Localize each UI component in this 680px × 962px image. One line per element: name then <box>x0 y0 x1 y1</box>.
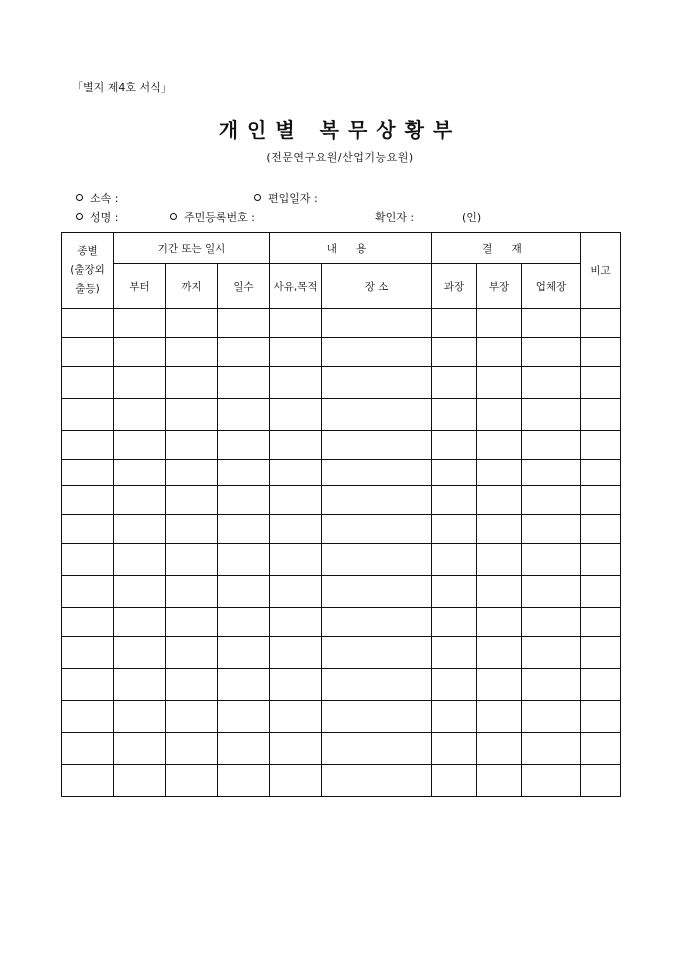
confirmer-label: 확인자 : <box>375 211 415 224</box>
table-cell[interactable] <box>322 576 432 608</box>
type-header-line1: 종별 <box>77 245 98 257</box>
table-cell[interactable] <box>432 460 477 486</box>
table-cell[interactable] <box>270 309 322 338</box>
table-cell[interactable] <box>581 733 621 765</box>
table-cell[interactable] <box>432 608 477 637</box>
table-row <box>62 669 621 701</box>
table-cell[interactable] <box>62 338 114 367</box>
table-cell[interactable] <box>477 765 522 797</box>
table-cell[interactable] <box>166 608 218 637</box>
table-cell[interactable] <box>581 637 621 669</box>
from-header: 부터 <box>114 264 166 309</box>
table-cell[interactable] <box>522 515 581 544</box>
table-cell[interactable] <box>522 486 581 515</box>
table-cell[interactable] <box>432 515 477 544</box>
table-cell[interactable] <box>432 733 477 765</box>
table-cell[interactable] <box>218 367 270 399</box>
table-row <box>62 733 621 765</box>
table-cell[interactable] <box>322 486 432 515</box>
table-cell[interactable] <box>322 765 432 797</box>
table-cell[interactable] <box>322 701 432 733</box>
table-cell[interactable] <box>114 460 166 486</box>
table-cell[interactable] <box>432 765 477 797</box>
table-cell[interactable] <box>477 515 522 544</box>
table-row <box>62 399 621 431</box>
page-title: 개인별 복무상황부 <box>218 118 462 142</box>
table-cell[interactable] <box>477 544 522 576</box>
table-cell[interactable] <box>270 733 322 765</box>
table-cell[interactable] <box>114 367 166 399</box>
table-cell[interactable] <box>432 486 477 515</box>
table-cell[interactable] <box>477 576 522 608</box>
table-cell[interactable] <box>270 701 322 733</box>
table-cell[interactable] <box>270 399 322 431</box>
table-cell[interactable] <box>581 544 621 576</box>
table-cell[interactable] <box>114 486 166 515</box>
table-cell[interactable] <box>477 399 522 431</box>
affiliation-field <box>76 190 118 206</box>
table-cell[interactable] <box>581 608 621 637</box>
table-cell[interactable] <box>522 367 581 399</box>
table-cell[interactable] <box>522 669 581 701</box>
table-cell[interactable] <box>166 637 218 669</box>
table-cell[interactable] <box>270 765 322 797</box>
table-cell[interactable] <box>62 544 114 576</box>
table-cell[interactable] <box>522 544 581 576</box>
table-cell[interactable] <box>218 309 270 338</box>
table-cell[interactable] <box>218 431 270 460</box>
table-row <box>62 338 621 367</box>
table-row <box>62 431 621 460</box>
remarks-header: 비고 <box>581 233 621 309</box>
table-cell[interactable] <box>166 701 218 733</box>
table-cell[interactable] <box>62 669 114 701</box>
type-header-line2: (출장외 <box>70 264 105 276</box>
table-cell[interactable] <box>218 637 270 669</box>
approval-header: 결 재 <box>432 233 581 264</box>
table-cell[interactable] <box>166 460 218 486</box>
table-cell[interactable] <box>166 309 218 338</box>
table-cell[interactable] <box>114 765 166 797</box>
type-header-line3: 출등) <box>75 283 100 295</box>
table-cell[interactable] <box>477 367 522 399</box>
table-cell[interactable] <box>62 765 114 797</box>
table-cell[interactable] <box>270 608 322 637</box>
table-cell[interactable] <box>270 515 322 544</box>
table-cell[interactable] <box>477 701 522 733</box>
table-row <box>62 460 621 486</box>
table-cell[interactable] <box>218 338 270 367</box>
bullet-circle-icon <box>254 194 261 201</box>
table-cell[interactable] <box>114 669 166 701</box>
table-cell[interactable] <box>322 669 432 701</box>
table-cell[interactable] <box>322 608 432 637</box>
table-cell[interactable] <box>270 338 322 367</box>
table-cell[interactable] <box>322 367 432 399</box>
table-cell[interactable] <box>477 637 522 669</box>
table-row <box>62 608 621 637</box>
table-cell[interactable] <box>62 309 114 338</box>
table-cell[interactable] <box>114 701 166 733</box>
table-cell[interactable] <box>432 399 477 431</box>
table-cell[interactable] <box>322 338 432 367</box>
table-cell[interactable] <box>477 309 522 338</box>
table-cell[interactable] <box>62 608 114 637</box>
table-cell[interactable] <box>322 399 432 431</box>
table-cell[interactable] <box>166 576 218 608</box>
table-cell[interactable] <box>322 637 432 669</box>
section-chief-header: 과장 <box>432 264 477 309</box>
table-cell[interactable] <box>432 431 477 460</box>
seal-field <box>462 209 481 225</box>
form-number: 「별지 제4호 서식」 <box>72 81 172 94</box>
table-cell[interactable] <box>114 399 166 431</box>
table-cell[interactable] <box>432 576 477 608</box>
table-cell[interactable] <box>270 486 322 515</box>
table-cell[interactable] <box>581 460 621 486</box>
to-header: 까지 <box>166 264 218 309</box>
table-cell[interactable] <box>166 367 218 399</box>
table-row <box>62 765 621 797</box>
table-cell[interactable] <box>477 431 522 460</box>
table-cell[interactable] <box>166 399 218 431</box>
table-cell[interactable] <box>114 431 166 460</box>
table-cell[interactable] <box>218 460 270 486</box>
table-cell[interactable] <box>522 637 581 669</box>
table-cell[interactable] <box>522 460 581 486</box>
table-cell[interactable] <box>166 765 218 797</box>
table-cell[interactable] <box>581 576 621 608</box>
table-cell[interactable] <box>432 309 477 338</box>
confirmer-field <box>375 209 414 225</box>
affiliation-label: 소속 : <box>90 192 119 205</box>
table-cell[interactable] <box>581 701 621 733</box>
table-cell[interactable] <box>581 399 621 431</box>
company-head-header: 업체장 <box>522 264 581 309</box>
table-cell[interactable] <box>522 765 581 797</box>
table-row <box>62 486 621 515</box>
table-row <box>62 637 621 669</box>
service-status-table <box>61 232 621 797</box>
table-cell[interactable] <box>62 733 114 765</box>
table-row <box>62 576 621 608</box>
table-cell[interactable] <box>166 733 218 765</box>
table-cell[interactable] <box>114 309 166 338</box>
type-header <box>62 233 114 309</box>
table-cell[interactable] <box>166 486 218 515</box>
table-cell[interactable] <box>62 460 114 486</box>
table-cell[interactable] <box>477 460 522 486</box>
table-cell[interactable] <box>581 515 621 544</box>
table-cell[interactable] <box>218 733 270 765</box>
table-body <box>62 309 621 797</box>
table-cell[interactable] <box>477 338 522 367</box>
table-cell[interactable] <box>270 669 322 701</box>
table-row <box>62 544 621 576</box>
table-cell[interactable] <box>477 608 522 637</box>
table-cell[interactable] <box>322 733 432 765</box>
table-cell[interactable] <box>218 765 270 797</box>
table-cell[interactable] <box>322 515 432 544</box>
table-cell[interactable] <box>218 608 270 637</box>
period-header: 기간 또는 일시 <box>114 233 270 264</box>
name-label: 성명 : <box>90 211 119 224</box>
table-cell[interactable] <box>166 544 218 576</box>
table-cell[interactable] <box>477 669 522 701</box>
table-cell[interactable] <box>522 431 581 460</box>
table-cell[interactable] <box>62 399 114 431</box>
table-cell[interactable] <box>62 576 114 608</box>
table-cell[interactable] <box>522 608 581 637</box>
table-cell[interactable] <box>218 669 270 701</box>
table-cell[interactable] <box>166 338 218 367</box>
resident-number-field <box>170 209 255 225</box>
table-cell[interactable] <box>218 576 270 608</box>
table-cell[interactable] <box>166 669 218 701</box>
resident-number-label: 주민등록번호 : <box>184 211 255 224</box>
table-row <box>62 701 621 733</box>
table-cell[interactable] <box>432 701 477 733</box>
table-cell[interactable] <box>322 544 432 576</box>
table-cell[interactable] <box>522 733 581 765</box>
table-cell[interactable] <box>114 576 166 608</box>
table-cell[interactable] <box>114 544 166 576</box>
table-cell[interactable] <box>432 544 477 576</box>
table-cell[interactable] <box>322 309 432 338</box>
table-cell[interactable] <box>218 544 270 576</box>
seal-label: (인) <box>462 211 482 224</box>
table-row <box>62 367 621 399</box>
enlist-date-field <box>254 190 318 206</box>
table-cell[interactable] <box>581 765 621 797</box>
days-header: 일수 <box>218 264 270 309</box>
table-cell[interactable] <box>432 637 477 669</box>
table-cell[interactable] <box>114 515 166 544</box>
table-row <box>62 309 621 338</box>
bullet-circle-icon <box>76 213 83 220</box>
table-cell[interactable] <box>522 338 581 367</box>
table-cell[interactable] <box>218 701 270 733</box>
table-cell[interactable] <box>322 460 432 486</box>
table-cell[interactable] <box>581 486 621 515</box>
table-cell[interactable] <box>522 576 581 608</box>
content-header: 내 용 <box>270 233 432 264</box>
table-cell[interactable] <box>62 486 114 515</box>
table-cell[interactable] <box>166 431 218 460</box>
table-cell[interactable] <box>62 515 114 544</box>
table-cell[interactable] <box>522 701 581 733</box>
table-cell[interactable] <box>114 733 166 765</box>
table-cell[interactable] <box>62 701 114 733</box>
table-cell[interactable] <box>270 460 322 486</box>
table-cell[interactable] <box>522 399 581 431</box>
reason-header: 사유,목적 <box>270 264 322 309</box>
place-header: 장 소 <box>322 264 432 309</box>
name-field <box>76 209 118 225</box>
table-cell[interactable] <box>270 544 322 576</box>
table-cell[interactable] <box>114 608 166 637</box>
table-cell[interactable] <box>218 399 270 431</box>
table-cell[interactable] <box>166 515 218 544</box>
page-subtitle: (전문연구요원/산업기능요원) <box>266 151 414 164</box>
table-cell[interactable] <box>522 309 581 338</box>
table-cell[interactable] <box>114 637 166 669</box>
table-cell[interactable] <box>62 637 114 669</box>
table-cell[interactable] <box>432 338 477 367</box>
table-cell[interactable] <box>432 367 477 399</box>
table-cell[interactable] <box>581 309 621 338</box>
table-cell[interactable] <box>218 486 270 515</box>
table-cell[interactable] <box>270 637 322 669</box>
dept-head-header: 부장 <box>477 264 522 309</box>
table-cell[interactable] <box>114 338 166 367</box>
bullet-circle-icon <box>76 194 83 201</box>
enlist-date-label: 편입일자 : <box>268 192 318 205</box>
table-cell[interactable] <box>270 367 322 399</box>
table-cell[interactable] <box>432 669 477 701</box>
table-row <box>62 515 621 544</box>
table-cell[interactable] <box>270 431 322 460</box>
table-cell[interactable] <box>581 431 621 460</box>
table-cell[interactable] <box>62 431 114 460</box>
table-cell[interactable] <box>477 733 522 765</box>
table-cell[interactable] <box>62 367 114 399</box>
bullet-circle-icon <box>170 213 177 220</box>
table-cell[interactable] <box>477 486 522 515</box>
table-cell[interactable] <box>581 367 621 399</box>
table-cell[interactable] <box>581 669 621 701</box>
table-cell[interactable] <box>322 431 432 460</box>
table-cell[interactable] <box>581 338 621 367</box>
table-cell[interactable] <box>218 515 270 544</box>
table-cell[interactable] <box>270 576 322 608</box>
